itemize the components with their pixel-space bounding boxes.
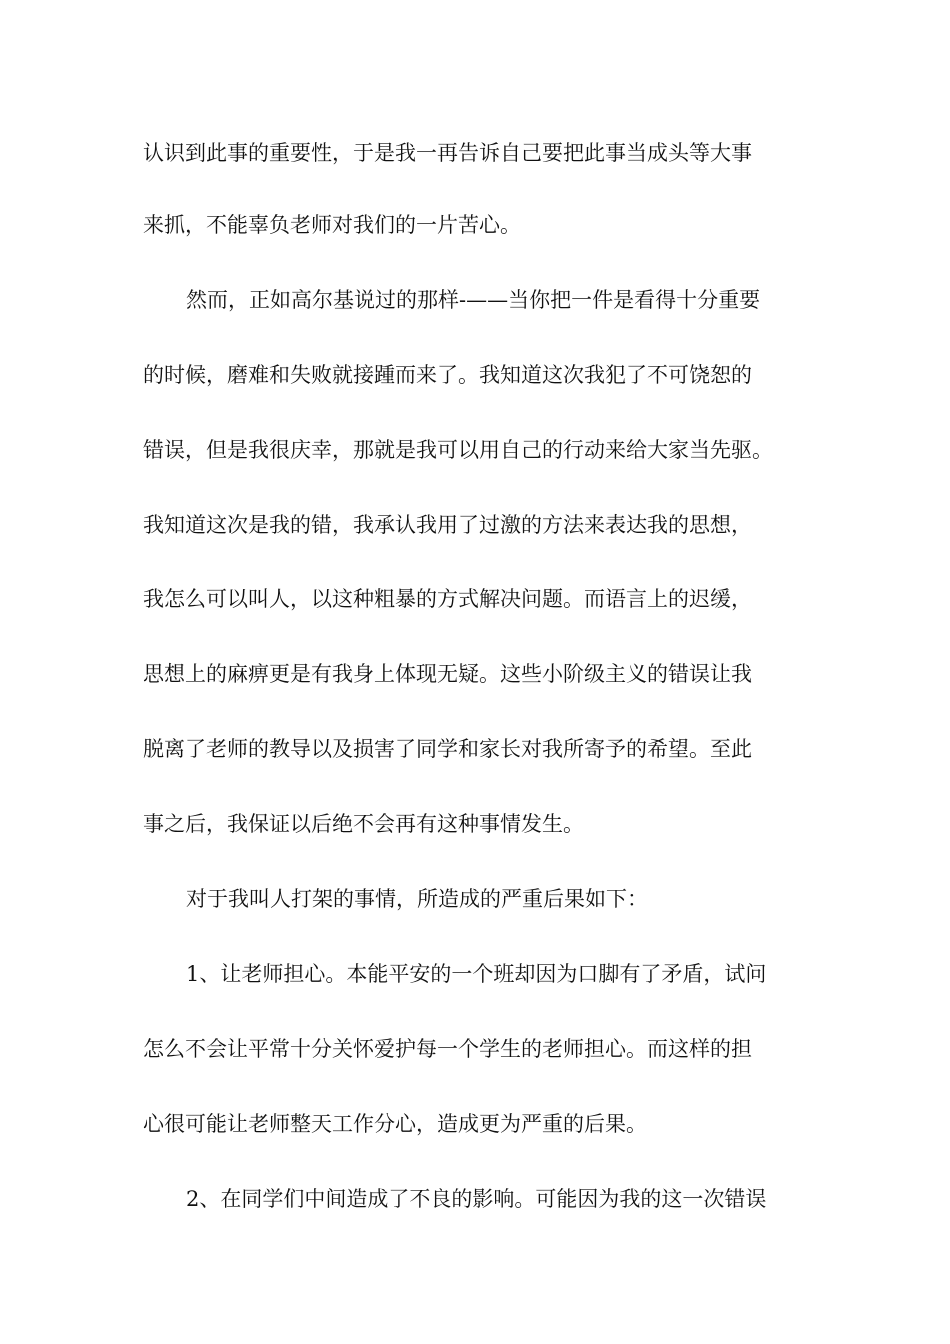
body-text-line-3: 然而，正如高尔基说过的那样-——当你把一件是看得十分重要: [186, 288, 761, 312]
body-text-line-12: 1、让老师担心。本能平安的一个班却因为口脚有了矛盾，试问: [186, 962, 767, 986]
body-text-line-1: 认识到此事的重要性，于是我一再告诉自己要把此事当成头等大事: [143, 141, 752, 165]
body-text-line-9: 脱离了老师的教导以及损害了同学和家长对我所寄予的希望。至此: [143, 737, 752, 761]
body-text-line-13: 怎么不会让平常十分关怀爱护每一个学生的老师担心。而这样的担: [143, 1037, 752, 1061]
body-text-line-2: 来抓，不能辜负老师对我们的一片苦心。: [143, 213, 521, 237]
body-text-line-5: 错误，但是我很庆幸，那就是我可以用自己的行动来给大家当先驱。: [143, 438, 773, 462]
body-text-line-4: 的时候，磨难和失败就接踵而来了。我知道这次我犯了不可饶恕的: [143, 363, 752, 387]
body-text-line-7: 我怎么可以叫人，以这种粗暴的方式解决问题。而语言上的迟缓，: [143, 587, 752, 611]
body-text-line-11: 对于我叫人打架的事情，所造成的严重后果如下：: [186, 887, 648, 911]
body-text-line-8: 思想上的麻痹更是有我身上体现无疑。这些小阶级主义的错误让我: [143, 662, 752, 686]
body-text-line-15: 2、在同学们中间造成了不良的影响。可能因为我的这一次错误: [186, 1187, 767, 1211]
body-text-line-10: 事之后，我保证以后绝不会再有这种事情发生。: [143, 812, 584, 836]
body-text-line-14: 心很可能让老师整天工作分心，造成更为严重的后果。: [143, 1112, 647, 1136]
body-text-line-6: 我知道这次是我的错，我承认我用了过激的方法来表达我的思想，: [143, 513, 752, 537]
